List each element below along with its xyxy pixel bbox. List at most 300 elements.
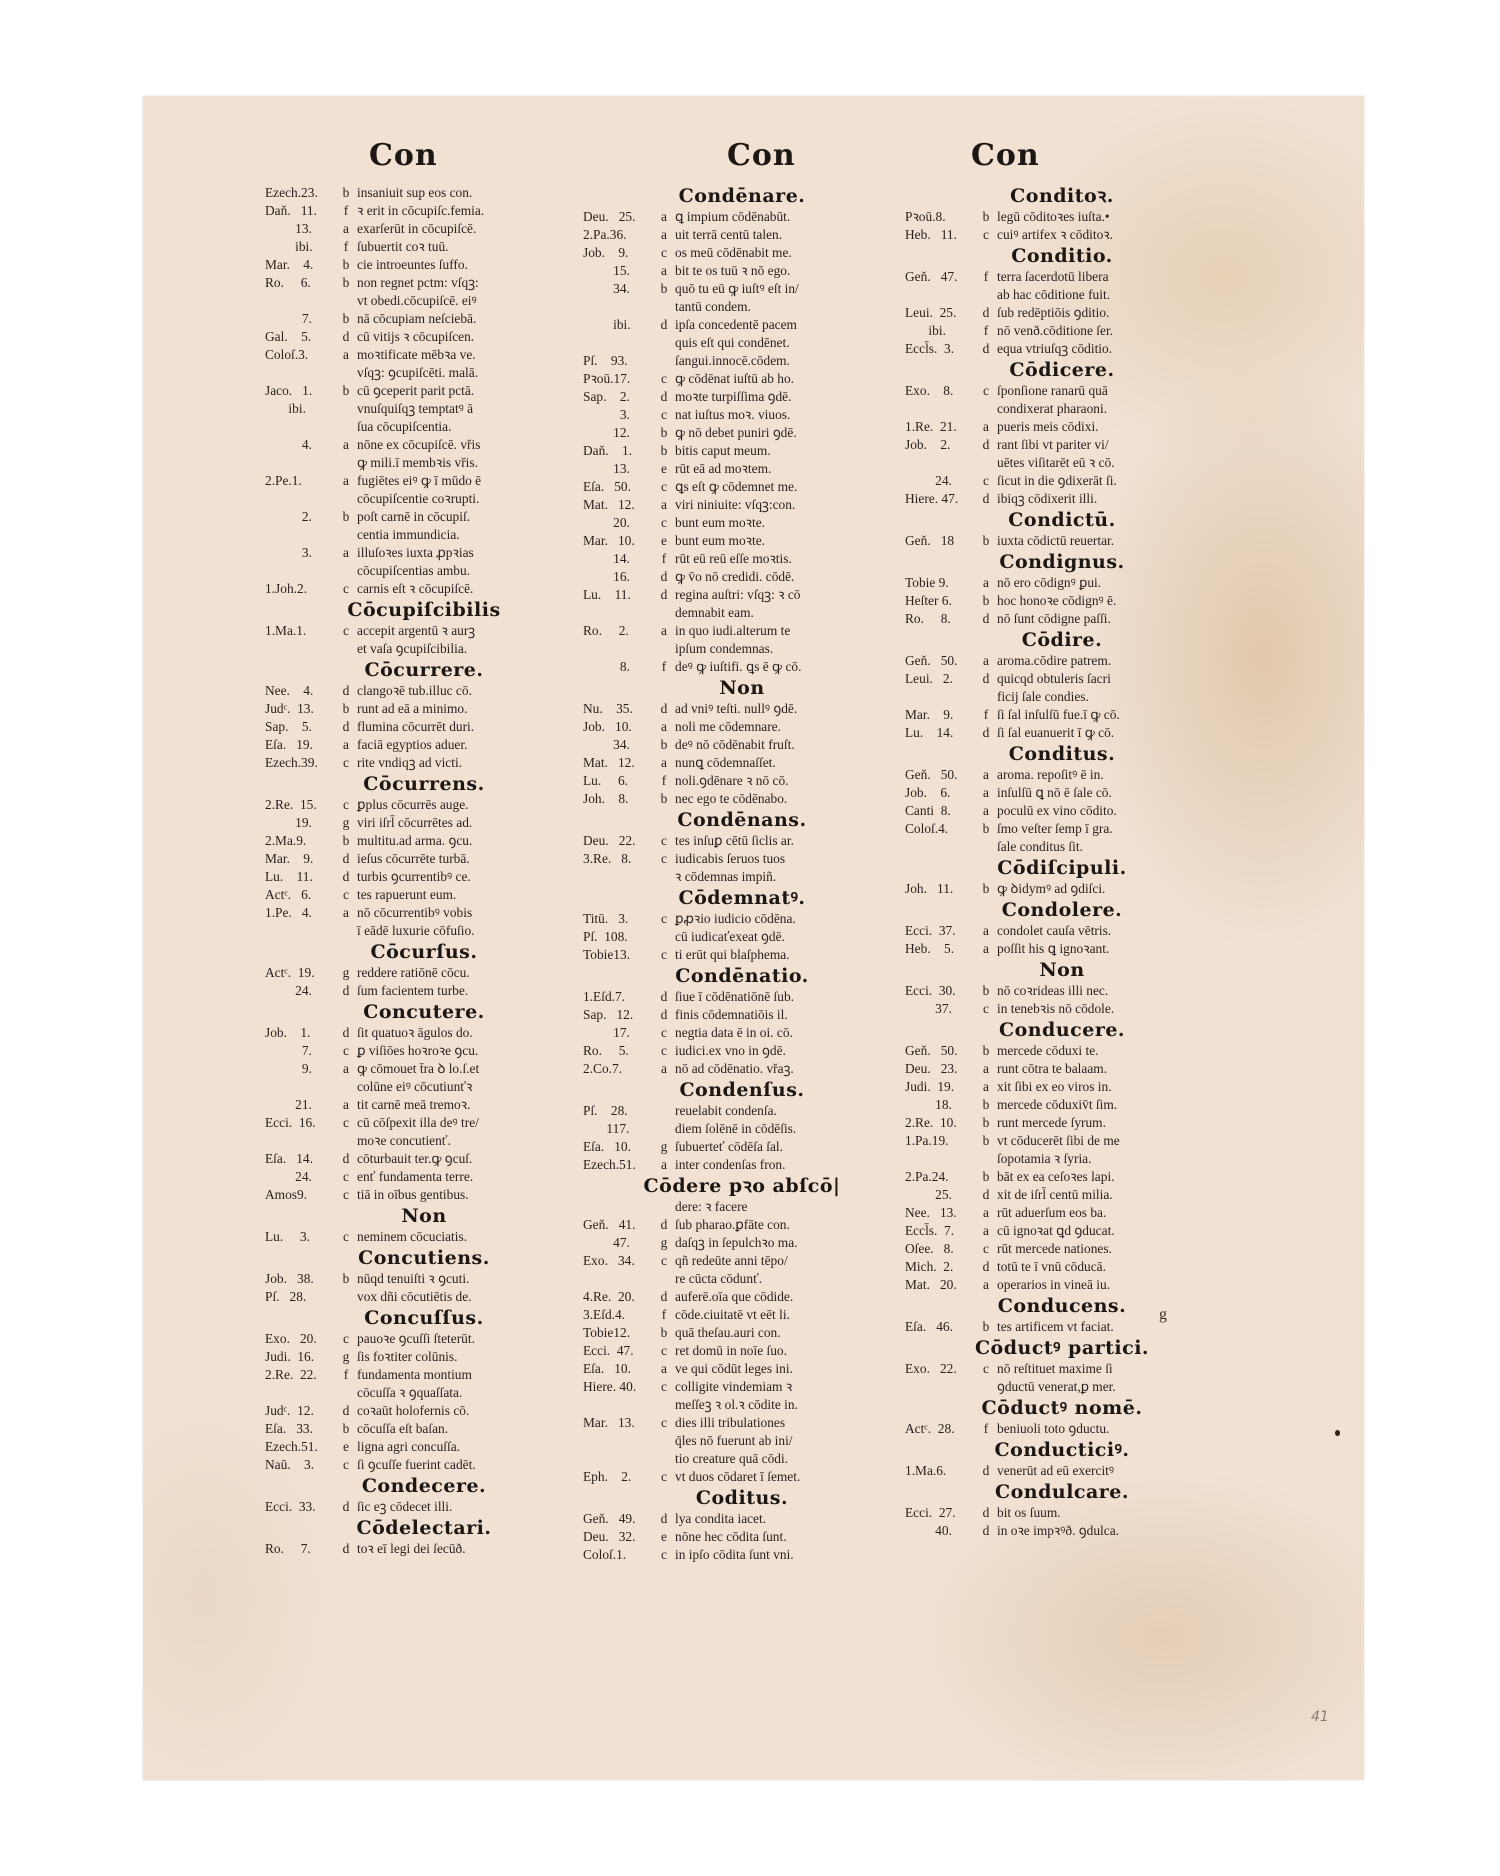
concordance-line: [905, 1420, 1219, 1438]
section-letter: a: [983, 575, 989, 590]
quotation-text: tantū condem.: [675, 299, 751, 314]
concordance-line: [905, 532, 1219, 550]
section-letter: f: [343, 239, 349, 254]
citation-ref: 18.: [905, 1097, 952, 1112]
section-letter: [657, 1396, 671, 1414]
section-letter: d: [342, 329, 350, 344]
section-letter: c: [343, 1115, 349, 1130]
section-letter: a: [661, 623, 667, 638]
concordance-line: [583, 1432, 901, 1450]
section-letter: b: [982, 1097, 990, 1112]
quotation-text: rūt eā ad moꝛtem.: [675, 461, 772, 476]
section-letter: d: [982, 305, 990, 320]
entry-heading: Cōcurrens.: [363, 773, 485, 795]
column-1: [265, 138, 583, 1558]
quotation-text: ſale conditus ſit.: [997, 839, 1083, 854]
quotation-text: ꝙ v̄o nō credidi. cōdē.: [675, 569, 795, 584]
entry-heading: Cōdicere.: [1009, 359, 1115, 381]
quotation-text: nunꝗ cōdemnaſſet.: [675, 755, 776, 770]
quotation-text: rūt eū reū eſſe moꝛtis.: [675, 551, 792, 566]
citation-ref: 3.Re. 8.: [583, 851, 632, 866]
citation-ref: Ecci. 27.: [905, 1505, 956, 1520]
section-letter: a: [661, 263, 667, 278]
concordance-line: [583, 1324, 901, 1342]
quotation-text: rant ſibi vt pariter vi/: [997, 437, 1109, 452]
concordance-line: [905, 1504, 1219, 1522]
section-letter: d: [982, 611, 990, 626]
citation-ref: 17.: [583, 1025, 630, 1040]
citation-ref: 20.: [583, 515, 630, 530]
quotation-text: ſponſione ranarū quā: [997, 383, 1108, 398]
concordance-line: [583, 298, 901, 316]
citation-ref: Pſ. 93.: [583, 353, 628, 368]
quotation-text: iuxta cōdictū reuertar.: [997, 533, 1115, 548]
concordance-line: [265, 328, 583, 346]
citation-ref: 2.Pa.24.: [905, 1169, 949, 1184]
citation-ref: Exo. 34.: [583, 1253, 635, 1268]
concordance-line: [583, 1138, 901, 1156]
concordance-line: [583, 1120, 901, 1138]
concordance-line: [583, 736, 901, 754]
entry-heading: Non: [1039, 959, 1085, 981]
citation-ref: [583, 1450, 657, 1468]
concordance-line: [905, 670, 1219, 688]
citation-ref: 34.: [583, 281, 630, 296]
citation-ref: 3.Eſd.4.: [583, 1307, 626, 1322]
section-letter: e: [661, 461, 667, 476]
section-letter: c: [661, 1469, 667, 1484]
citation-ref: 3.: [265, 545, 312, 560]
section-letter: [657, 640, 671, 658]
entry-heading: Concuſſus.: [364, 1307, 484, 1329]
section-letter: [339, 400, 353, 418]
section-letter: f: [661, 551, 667, 566]
quotation-text: faciā egyptios aduer.: [357, 737, 468, 752]
quotation-text: moꝛte turpiſſima ꝯdē.: [675, 389, 792, 404]
quotation-text: nūqd tenuiſti ꝛ ꝯcuti.: [357, 1271, 470, 1286]
concordance-line: [583, 334, 901, 352]
quotation-text: nō ero cōdignꝰ ꝑui.: [997, 575, 1102, 590]
citation-ref: [905, 400, 979, 418]
quotation-text: viri iſrl̄ cōcurrētes ad.: [357, 815, 473, 830]
section-letter: c: [343, 1331, 349, 1346]
citation-ref: Geň. 41.: [583, 1217, 636, 1232]
quotation-text: dies illi tribulationes: [675, 1415, 786, 1430]
concordance-line: [265, 1270, 583, 1288]
concordance-line: [583, 1528, 901, 1546]
section-letter: [339, 418, 353, 436]
citation-ref: Geň. 50.: [905, 767, 958, 782]
quotation-text: totū te ī vnū cōducā.: [997, 1259, 1106, 1274]
section-letter: [339, 526, 353, 544]
entry-heading: Cōdire.: [1021, 629, 1103, 651]
quotation-text: cie introeuntes ſuffo.: [357, 257, 468, 272]
section-letter: a: [983, 785, 989, 800]
quotation-text: ſic eꝫ cōdecet illi.: [357, 1499, 453, 1514]
citation-ref: 4.Re. 20.: [583, 1289, 635, 1304]
quotation-text: mercede cōduxi te.: [997, 1043, 1099, 1058]
citation-ref: ibi.: [265, 401, 306, 416]
section-letter: c: [661, 851, 667, 866]
entry-heading: Condenſus.: [679, 1079, 805, 1101]
section-letter: [979, 1150, 993, 1168]
section-letter: [339, 922, 353, 940]
column-entries: [265, 184, 583, 1558]
running-head: Con: [727, 138, 796, 173]
section-letter: b: [660, 425, 668, 440]
concordance-line: [905, 1522, 1219, 1540]
entry-heading: Cōcurſus.: [370, 941, 478, 963]
concordance-line: [583, 262, 901, 280]
citation-ref: 2.Ma.9.: [265, 833, 307, 848]
concordance-line: [265, 580, 583, 598]
folio-signature: g: [1159, 1306, 1167, 1323]
quotation-text: ipſa concedentē pacem: [675, 317, 797, 332]
quotation-text: rūt mercede nationes.: [997, 1241, 1112, 1256]
section-letter: g: [342, 965, 350, 980]
section-letter: c: [661, 1043, 667, 1058]
concordance-line: [905, 838, 1219, 856]
section-letter: d: [982, 491, 990, 506]
citation-ref: ibi.: [583, 317, 631, 332]
section-letter: a: [661, 719, 667, 734]
section-letter: b: [342, 701, 350, 716]
citation-ref: 1.Eſd.7.: [583, 989, 626, 1004]
column-3: [905, 138, 1219, 1540]
quotation-text: moꝛe concutienť.: [357, 1133, 451, 1148]
citation-ref: Job. 2.: [905, 437, 951, 452]
section-letter: c: [343, 1457, 349, 1472]
concordance-line: [265, 1078, 583, 1096]
citation-ref: [265, 1384, 339, 1402]
citation-ref: 12.: [583, 425, 630, 440]
citation-ref: 9.: [265, 1061, 312, 1076]
concordance-line: [905, 418, 1219, 436]
section-letter: [339, 640, 353, 658]
concordance-line: [583, 754, 901, 772]
citation-ref: Job. 9.: [583, 245, 629, 260]
entry-heading: Cōductꝰ nomē.: [981, 1397, 1143, 1419]
concordance-line: [265, 1042, 583, 1060]
citation-ref: Geň. 50.: [905, 1043, 958, 1058]
concordance-line: [583, 1378, 901, 1396]
section-letter: c: [983, 1361, 989, 1376]
citation-ref: 2.Pa.36.: [583, 227, 627, 242]
citation-ref: Pſ. 28.: [583, 1103, 628, 1118]
quotation-text: quā theſau.auri con.: [675, 1325, 781, 1340]
concordance-line: [265, 202, 583, 220]
quotation-text: ſua cōcupiſcentia.: [357, 419, 452, 434]
concordance-line: [265, 418, 583, 436]
concordance-line: [583, 550, 901, 568]
quotation-text: tes artificem vt faciat.: [997, 1319, 1114, 1334]
section-letter: [339, 1132, 353, 1150]
citation-ref: Mich. 2.: [905, 1259, 954, 1274]
quotation-text: centia immundicia.: [357, 527, 460, 542]
concordance-line: [265, 220, 583, 238]
citation-ref: Geň. 49.: [583, 1511, 636, 1526]
quotation-text: cōturbauit ter.ꝙ ꝯcuſ.: [357, 1151, 473, 1166]
concordance-line: [905, 766, 1219, 784]
concordance-line: [905, 1000, 1219, 1018]
quotation-text: qñ redeūte anni tēpo/: [675, 1253, 788, 1268]
section-letter: b: [982, 1133, 990, 1148]
citation-ref: Eſa. 46.: [905, 1319, 953, 1334]
quotation-text: daſqꝫ in ſepulchꝛo ma.: [675, 1235, 798, 1250]
concordance-line: [265, 1288, 583, 1306]
citation-ref: [905, 1150, 979, 1168]
quotation-text: clangoꝛē tub.illuc cō.: [357, 683, 472, 698]
concordance-line: [583, 1024, 901, 1042]
quotation-text: cōcupiſcentie coꝛrupti.: [357, 491, 480, 506]
section-letter: b: [982, 533, 990, 548]
concordance-line: [265, 346, 583, 364]
section-letter: a: [983, 1079, 989, 1094]
concordance-line: [583, 700, 901, 718]
citation-ref: Ecci. 47.: [583, 1343, 634, 1358]
concordance-line: [905, 1132, 1219, 1150]
concordance-line: [905, 340, 1219, 358]
citation-ref: Mat. 12.: [583, 497, 635, 512]
section-letter: d: [660, 317, 668, 332]
entry-heading: Condēnans.: [677, 809, 807, 831]
entry-heading: Condignus.: [999, 551, 1125, 573]
concordance-line: [583, 868, 901, 886]
quotation-text: uit terrā centū talen.: [675, 227, 783, 242]
concordance-line: [583, 850, 901, 868]
concordance-line: [905, 982, 1219, 1000]
quotation-text: quicqd obtuleris ſacri: [997, 671, 1111, 686]
citation-ref: Jaco. 1.: [265, 383, 313, 398]
quotation-text: poſt carnē in cōcupiſ.: [357, 509, 471, 524]
concordance-line: [583, 388, 901, 406]
citation-ref: Joh. 8.: [583, 791, 629, 806]
concordance-line: [265, 964, 583, 982]
citation-ref: 19.: [265, 815, 312, 830]
quotation-text: finis cōdemnatiōis il.: [675, 1007, 788, 1022]
quotation-text: venerūt ad eū exercitꝰ: [997, 1463, 1115, 1478]
concordance-line: [905, 880, 1219, 898]
section-letter: c: [343, 797, 349, 812]
citation-ref: [583, 1198, 657, 1216]
section-letter: c: [661, 1253, 667, 1268]
concordance-line: [583, 1468, 901, 1486]
citation-ref: Deu. 22.: [583, 833, 636, 848]
citation-ref: 24.: [265, 1169, 312, 1184]
concordance-line: [583, 604, 901, 622]
quotation-text: non regnet pctm: vſqꝫ:: [357, 275, 479, 290]
citation-ref: 1.Ma.1.: [265, 623, 307, 638]
section-letter: e: [661, 1529, 667, 1544]
quotation-text: negtia data ē in oi. cō.: [675, 1025, 793, 1040]
quotation-text: os meū cōdēnabit me.: [675, 245, 792, 260]
citation-ref: Tobie 9.: [905, 575, 949, 590]
entry-heading: Cōcupiſcibilis: [347, 599, 501, 621]
section-letter: b: [660, 791, 668, 806]
quotation-text: ꝛ cōdemnas impiñ.: [675, 869, 777, 884]
section-letter: d: [660, 1289, 668, 1304]
citation-ref: 15.: [583, 263, 630, 278]
citation-ref: 16.: [583, 569, 630, 584]
section-letter: d: [342, 1403, 350, 1418]
concordance-line: [265, 1366, 583, 1384]
entry-heading: Condecere.: [361, 1475, 487, 1497]
concordance-line: [905, 208, 1219, 226]
concordance-line: [905, 592, 1219, 610]
citation-ref: Ecci. 33.: [265, 1499, 316, 1514]
citation-ref: Mar. 9.: [265, 851, 314, 866]
concordance-line: [265, 700, 583, 718]
quotation-text: ve qui cōdūt leges ini.: [675, 1361, 793, 1376]
entry-heading: Conducticiꝰ.: [994, 1439, 1130, 1461]
section-letter: c: [661, 1025, 667, 1040]
section-letter: d: [982, 341, 990, 356]
concordance-line: [905, 820, 1219, 838]
section-letter: f: [983, 323, 989, 338]
concordance-line: [905, 226, 1219, 244]
section-letter: d: [342, 1025, 350, 1040]
concordance-line: [905, 940, 1219, 958]
concordance-line: [583, 1360, 901, 1378]
citation-ref: Geň. 47.: [905, 269, 958, 284]
concordance-line: [905, 1204, 1219, 1222]
quotation-text: ī eādē luxurie cōfuſio.: [357, 923, 475, 938]
citation-ref: Ezech.39.: [265, 755, 318, 770]
citation-ref: [905, 688, 979, 706]
concordance-line: [905, 304, 1219, 322]
citation-ref: Mat. 20.: [905, 1277, 957, 1292]
quotation-text: exarſerūt in cōcupiſcē.: [357, 221, 477, 236]
section-letter: d: [982, 671, 990, 686]
concordance-line: [583, 370, 901, 388]
citation-ref: 47.: [583, 1235, 630, 1250]
concordance-line: [905, 1276, 1219, 1294]
quotation-text: aroma.cōdire patrem.: [997, 653, 1112, 668]
section-letter: [657, 1432, 671, 1450]
concordance-line: [583, 586, 901, 604]
section-letter: f: [343, 203, 349, 218]
quotation-text: condixerat pharaoni.: [997, 401, 1108, 416]
section-letter: g: [342, 1349, 350, 1364]
quotation-text: poculū ex vino cōdito.: [997, 803, 1117, 818]
section-letter: b: [982, 593, 990, 608]
citation-ref: Titū. 3.: [583, 911, 629, 926]
concordance-line: [265, 526, 583, 544]
citation-ref: Eſa. 10.: [583, 1139, 631, 1154]
citation-ref: Heſter 6.: [905, 593, 952, 608]
section-letter: e: [661, 533, 667, 548]
concordance-line: [583, 532, 901, 550]
concordance-line: [265, 622, 583, 640]
quotation-text: runt mercede ſyrum.: [997, 1115, 1106, 1130]
section-letter: b: [342, 275, 350, 290]
section-letter: b: [982, 983, 990, 998]
concordance-line: [905, 1462, 1219, 1480]
concordance-line: [583, 226, 901, 244]
citation-ref: 2.Re. 10.: [905, 1115, 957, 1130]
quotation-text: tes rapuerunt eum.: [357, 887, 457, 902]
concordance-line: [905, 610, 1219, 628]
section-letter: b: [982, 209, 990, 224]
citation-ref: Coloſ.4.: [905, 821, 949, 836]
section-letter: b: [660, 443, 668, 458]
entry-heading: Condēnare.: [678, 185, 806, 207]
quotation-text: flumina cōcurrēt duri.: [357, 719, 475, 734]
quotation-text: fundamenta montium: [357, 1367, 472, 1382]
section-letter: c: [343, 581, 349, 596]
citation-ref: 2.Re. 22.: [265, 1367, 317, 1382]
quotation-text: deꝰ nō cōdēnabit fruſt.: [675, 737, 795, 752]
quotation-text: ficij ſale condies.: [997, 689, 1089, 704]
section-letter: a: [983, 1223, 989, 1238]
concordance-line: [905, 706, 1219, 724]
concordance-line: [265, 274, 583, 292]
citation-ref: Pꝛoū.8.: [905, 209, 946, 224]
concordance-line: [265, 1330, 583, 1348]
citation-ref: Eſa. 14.: [265, 1151, 313, 1166]
concordance-line: [583, 1156, 901, 1174]
quotation-text: iudici.ex vno in ꝯdē.: [675, 1043, 786, 1058]
citation-ref: Judi. 19.: [905, 1079, 955, 1094]
quotation-text: ligna agri concuſſa.: [357, 1439, 460, 1454]
quotation-text: ꝙ nō debet puniri ꝯdē.: [675, 425, 797, 440]
citation-ref: ibi.: [905, 323, 946, 338]
quotation-text: mercede cōduxiv̄t ſim.: [997, 1097, 1118, 1112]
concordance-line: [583, 280, 901, 298]
quotation-text: quis eſt qui condēnet.: [675, 335, 790, 350]
section-letter: a: [343, 437, 349, 452]
citation-ref: Ro. 2.: [583, 623, 629, 638]
concordance-line: [905, 322, 1219, 340]
section-letter: b: [982, 1115, 990, 1130]
section-letter: a: [983, 767, 989, 782]
quotation-text: nō cōcurrentibꝰ vobis: [357, 905, 473, 920]
citation-ref: Eccl̄s. 7.: [905, 1223, 955, 1238]
quotation-text: vt obedi.cōcupiſcē. eiꝰ: [357, 293, 477, 308]
section-letter: e: [343, 1439, 349, 1454]
concordance-line: [265, 1384, 583, 1402]
section-letter: d: [982, 1463, 990, 1478]
citation-ref: Nee. 13.: [905, 1205, 957, 1220]
citation-ref: [583, 1270, 657, 1288]
quotation-text: et vaſa ꝯcupiſcibilia.: [357, 641, 468, 656]
section-letter: a: [661, 497, 667, 512]
quotation-text: fugiētes eiꝰ ꝙ ī mūdo ē: [357, 473, 482, 488]
concordance-line: [583, 946, 901, 964]
section-letter: a: [343, 1097, 349, 1112]
concordance-line: [905, 1360, 1219, 1378]
quotation-text: nōne ex cōcupiſcē. vřis: [357, 437, 481, 452]
section-letter: c: [661, 947, 667, 962]
quotation-text: bāt ex ea ceſoꝛes lapi.: [997, 1169, 1115, 1184]
citation-ref: [583, 868, 657, 886]
quotation-text: enť fundamenta terre.: [357, 1169, 474, 1184]
quotation-text: ſubuerteť cōdēſa ſal.: [675, 1139, 783, 1154]
quotation-text: inter condenſas fron.: [675, 1157, 786, 1172]
section-letter: d: [982, 1505, 990, 1520]
concordance-line: [905, 1258, 1219, 1276]
concordance-line: [905, 724, 1219, 742]
citation-ref: 1.Ma.6.: [905, 1463, 947, 1478]
citation-ref: Ecci. 30.: [905, 983, 956, 998]
section-letter: b: [660, 737, 668, 752]
section-letter: c: [983, 1001, 989, 1016]
section-letter: f: [343, 1367, 349, 1382]
concordance-line: [905, 286, 1219, 304]
concordance-line: [905, 436, 1219, 454]
citation-ref: Heb. 11.: [905, 227, 957, 242]
quotation-text: re cūcta cōdunť.: [675, 1271, 763, 1286]
